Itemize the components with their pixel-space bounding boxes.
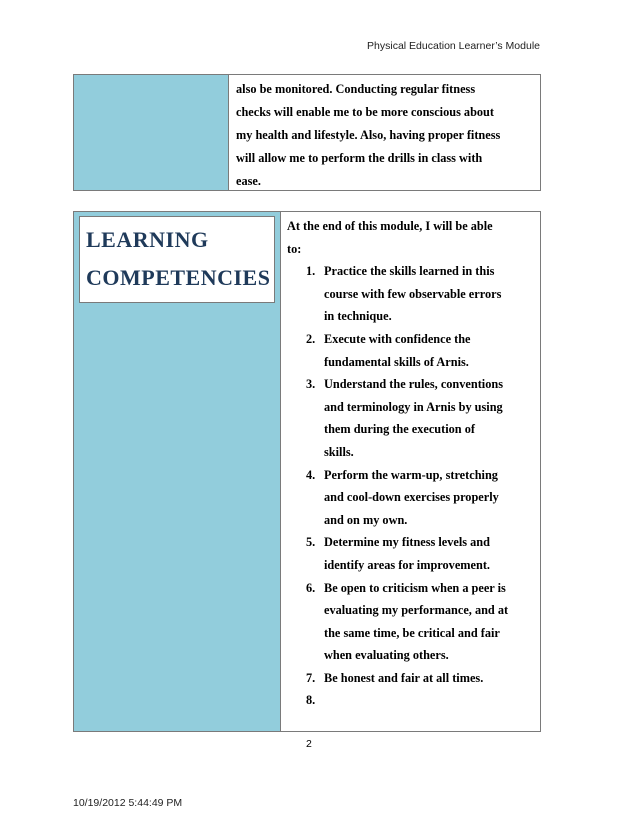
item-line: and terminology in Arnis by using: [324, 399, 503, 414]
item-line: the same time, be critical and fair: [324, 625, 500, 640]
list-item: [287, 577, 534, 667]
text-line: also be monitored. Conducting regular fitness: [236, 82, 476, 96]
item-line: them during the execution of: [324, 422, 475, 437]
item-number: 2.: [306, 331, 316, 346]
item-line: skills.: [324, 444, 354, 459]
list-item: [287, 260, 534, 328]
item-number: 7.: [306, 670, 316, 685]
item-line: and cool-down exercises properly: [324, 490, 499, 505]
competency-list: [287, 260, 534, 712]
intro-line: to:: [287, 241, 302, 256]
list-item: [287, 464, 534, 532]
section-title-line2: COMPETENCIES: [86, 265, 271, 290]
list-item: [287, 689, 534, 712]
item-line: Practice the skills learned in this: [324, 264, 495, 279]
list-item: [287, 373, 534, 463]
list-item: [287, 531, 534, 576]
item-line: when evaluating others.: [324, 648, 449, 663]
competencies-label-cell: [74, 212, 281, 731]
learning-competencies-table: [73, 211, 541, 732]
section-title-box: [79, 216, 275, 303]
section-title-line1: LEARNING: [86, 227, 209, 252]
footer-timestamp: 10/19/2012 5:44:49 PM: [73, 797, 183, 809]
item-number: 6.: [306, 580, 316, 595]
item-line: fundamental skills of Arnis.: [324, 354, 469, 369]
item-line: and on my own.: [324, 512, 408, 527]
item-number: 3.: [306, 377, 316, 392]
item-number: 5.: [306, 535, 316, 550]
text-line: will allow me to perform the drills in class with: [236, 151, 483, 165]
item-line: evaluating my performance, and at: [324, 603, 509, 618]
continuation-text-cell: [229, 75, 540, 190]
item-line: Be open to criticism when a peer is: [324, 580, 506, 595]
list-item: [287, 667, 534, 690]
item-line: Be honest and fair at all times.: [324, 670, 484, 685]
continuation-table: [73, 74, 541, 191]
running-header: Physical Education Learner’s Module: [367, 40, 540, 52]
list-item: [287, 328, 534, 373]
item-number: 8.: [306, 693, 316, 708]
item-line: Perform the warm-up, stretching: [324, 467, 498, 482]
text-line: checks will enable me to be more conscious about: [236, 105, 494, 119]
item-line: identify areas for improvement.: [324, 557, 490, 572]
item-number: 1.: [306, 264, 316, 279]
item-line: Understand the rules, conventions: [324, 377, 504, 392]
item-line: in technique.: [324, 309, 392, 324]
competencies-content-cell: [281, 212, 540, 731]
shaded-label-cell: [74, 75, 229, 190]
item-line: course with few observable errors: [324, 286, 502, 301]
item-line: Determine my fitness levels and: [324, 535, 490, 550]
text-line: ease.: [236, 174, 261, 188]
text-line: my health and lifestyle. Also, having proper fitness: [236, 128, 501, 142]
item-number: 4.: [306, 467, 316, 482]
item-line: Execute with confidence the: [324, 331, 471, 346]
intro-line: At the end of this module, I will be able: [287, 219, 493, 233]
page-number: 2: [306, 738, 312, 750]
